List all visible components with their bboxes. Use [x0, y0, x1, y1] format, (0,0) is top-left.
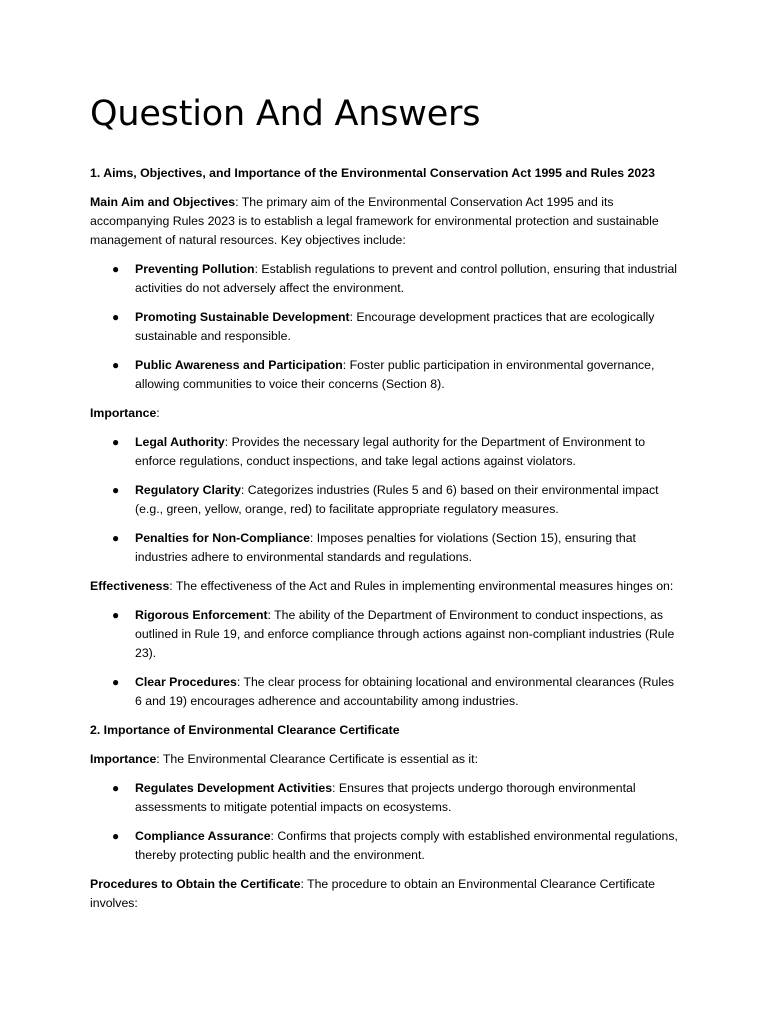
item-text: : The ability of the Department of Environment to conduct inspections, as outlined in Rule 19, and enforce compliance through actions against non-compliant industries (Rule 23).	[135, 608, 675, 660]
item-text: : Encourage development practices that are ecologically sustainable and responsible.	[135, 310, 655, 343]
importance-paragraph	[90, 404, 678, 423]
bullet-icon: ●	[112, 262, 120, 276]
item-text: : Provides the necessary legal authority for the Department of Environment to enforce regulations, conduct inspections, and take legal actions against violators.	[135, 435, 646, 468]
objectives-list	[90, 260, 678, 394]
item-label: Compliance Assurance	[135, 829, 271, 843]
list-item	[90, 308, 678, 346]
item-text: : Imposes penalties for violations (Section 15), ensuring that industries adhere to environmental standards and regulations.	[135, 531, 636, 564]
effectiveness-label: Effectiveness	[90, 579, 170, 593]
certificate-importance-paragraph	[90, 750, 678, 769]
importance-label: Importance	[90, 406, 157, 420]
bullet-icon: ●	[112, 829, 120, 843]
item-label: Regulatory Clarity	[135, 483, 241, 497]
procedures-label: Procedures to Obtain the Certificate	[90, 877, 301, 891]
bullet-icon: ●	[112, 483, 120, 497]
procedures-paragraph	[90, 875, 678, 913]
importance-list	[90, 433, 678, 567]
item-text: : Confirms that projects comply with established environmental regulations, thereby protecting public health and the environment.	[135, 829, 678, 862]
bullet-icon: ●	[112, 310, 120, 324]
item-text: : Categorizes industries (Rules 5 and 6) based on their environmental impact (e.g., green, yellow, orange, red) to facilitate appropriate regulatory measures.	[135, 483, 659, 516]
page-title: Question And Answers	[90, 94, 481, 134]
list-item	[90, 433, 678, 471]
list-item	[90, 827, 678, 865]
bullet-icon: ●	[112, 358, 120, 372]
item-text: : Foster public participation in environmental governance, allowing communities to voice their concerns (Section 8).	[135, 358, 655, 391]
certificate-importance-text: : The Environmental Clearance Certificate is essential as it:	[156, 752, 478, 766]
list-item	[90, 779, 678, 817]
list-item	[90, 260, 678, 298]
effectiveness-paragraph	[90, 577, 678, 596]
procedures-text: : The procedure to obtain an Environmental Clearance Certificate involves:	[90, 877, 656, 910]
effectiveness-list	[90, 606, 678, 711]
item-label: Rigorous Enforcement	[135, 608, 268, 622]
main-aim-text: : The primary aim of the Environmental Conservation Act 1995 and its accompanying Rules 2023 is to establish a legal framework for environmental protection and sustainable management of natural resources. Key objectives include:	[90, 195, 659, 247]
section-1-heading: 1. Aims, Objectives, and Importance of the Environmental Conservation Act 1995 and Rules 2023	[90, 166, 655, 180]
item-text: : The clear process for obtaining locational and environmental clearances (Rules 6 and 19) encourages adherence and accountability among industries.	[135, 675, 675, 708]
item-label: Legal Authority	[135, 435, 225, 449]
bullet-icon: ●	[112, 435, 120, 449]
list-item	[90, 481, 678, 519]
importance-text: :	[156, 406, 160, 420]
item-label: Regulates Development Activities	[135, 781, 333, 795]
main-aim-label: Main Aim and Objectives	[90, 195, 236, 209]
item-text: : Establish regulations to prevent and control pollution, ensuring that industrial activities do not adversely affect the environment.	[135, 262, 678, 295]
list-item	[90, 529, 678, 567]
main-aim-paragraph	[90, 193, 678, 250]
bullet-icon: ●	[112, 781, 120, 795]
bullet-icon: ●	[112, 675, 120, 689]
certificate-importance-label: Importance	[90, 752, 157, 766]
bullet-icon: ●	[112, 608, 120, 622]
list-item	[90, 356, 678, 394]
item-label: Public Awareness and Participation	[135, 358, 343, 372]
item-label: Clear Procedures	[135, 675, 237, 689]
list-item	[90, 673, 678, 711]
certificate-list	[90, 779, 678, 865]
item-text: : Ensures that projects undergo thorough environmental assessments to mitigate potential impacts on ecosystems.	[135, 781, 636, 814]
item-label: Promoting Sustainable Development	[135, 310, 350, 324]
item-label: Penalties for Non-Compliance	[135, 531, 310, 545]
item-label: Preventing Pollution	[135, 262, 255, 276]
list-item	[90, 606, 678, 663]
effectiveness-text: : The effectiveness of the Act and Rules in implementing environmental measures hinges on:	[169, 579, 674, 593]
bullet-icon: ●	[112, 531, 120, 545]
section-2-heading: 2. Importance of Environmental Clearance Certificate	[90, 723, 400, 737]
